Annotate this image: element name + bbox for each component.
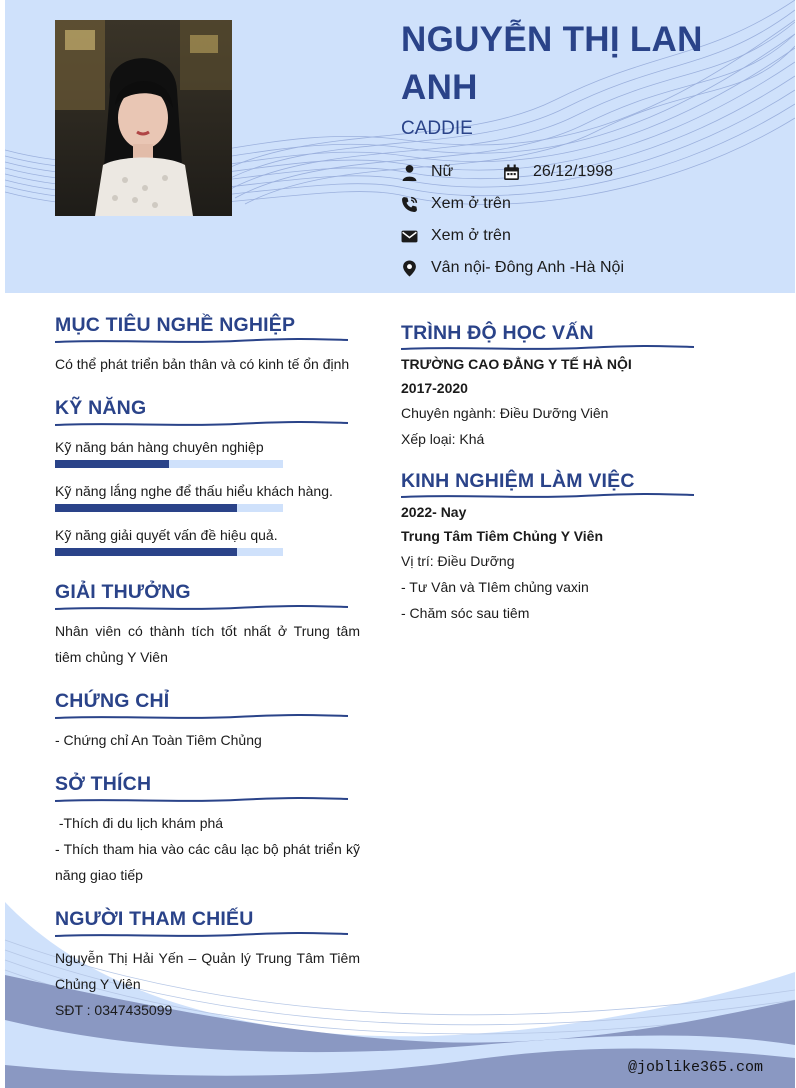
skill-bar	[55, 504, 283, 512]
calendar-icon	[503, 164, 520, 181]
candidate-name: NGUYỄN THỊ LAN ANH	[401, 20, 703, 107]
awards-title: GIẢI THƯỞNG	[55, 581, 191, 603]
phone-value: Xem ở trên	[431, 195, 511, 212]
education-school: TRƯỜNG CAO ĐẲNG Y TẾ HÀ NỘI	[401, 356, 632, 372]
address-value: Vân nội- Đông Anh -Hà Nội	[431, 259, 624, 276]
skills-title: KỸ NĂNG	[55, 397, 147, 419]
dob-row	[503, 163, 613, 181]
hobbies-underline	[55, 796, 350, 804]
experience-duty: - Chăm sóc sau tiêm	[401, 605, 530, 621]
map-pin-icon	[401, 260, 418, 277]
hobbies-line: -Thích đi du lịch khám phá	[55, 815, 224, 831]
skill-bar	[55, 460, 283, 468]
certificates-text: - Chứng chỉ An Toàn Tiêm Chủng	[55, 732, 262, 748]
skill-bar-fill	[55, 504, 237, 512]
skills-underline	[55, 420, 350, 428]
objective-underline	[55, 337, 350, 345]
education-title: TRÌNH ĐỘ HỌC VẤN	[401, 322, 594, 344]
gender-value: Nữ	[431, 163, 454, 180]
certificates-underline	[55, 713, 350, 721]
dob-value: 26/12/1998	[533, 163, 614, 180]
envelope-icon	[401, 228, 418, 245]
email-value: Xem ở trên	[431, 227, 511, 244]
user-icon	[401, 164, 418, 181]
phone-row	[401, 195, 511, 213]
skill-bar-fill	[55, 548, 237, 556]
references-phone: SĐT : 0347435099	[55, 1002, 173, 1018]
profile-photo	[55, 20, 232, 216]
experience-underline	[401, 492, 696, 500]
education-underline	[401, 344, 696, 352]
job-title: CADDIE	[401, 118, 473, 139]
skill-bar	[55, 548, 283, 556]
skill-bar-fill	[55, 460, 169, 468]
awards-underline	[55, 604, 350, 612]
hobbies-title: SỞ THÍCH	[55, 773, 152, 795]
certificates-title: CHỨNG CHỈ	[55, 690, 170, 712]
experience-period: 2022- Nay	[401, 504, 467, 520]
objective-text: Có thể phát triển bản thân và có kinh tế ổn định	[55, 356, 350, 372]
email-row	[401, 227, 511, 245]
education-years: 2017-2020	[401, 380, 468, 396]
skill-label: Kỹ năng giải quyết vấn đề hiệu quả.	[55, 527, 278, 543]
references-title: NGƯỜI THAM CHIẾU	[55, 908, 254, 930]
skill-label: Kỹ năng bán hàng chuyên nghiệp	[55, 439, 264, 455]
gender-row	[401, 163, 453, 181]
skill-label: Kỹ năng lắng nghe để thấu hiểu khách hàng.	[55, 483, 333, 499]
references-line: Nguyễn Thị Hải Yến – Quản lý Trung Tâm Tiêm Chủng Y Viên	[55, 950, 360, 992]
watermark: @joblike365.com	[628, 1059, 764, 1076]
address-row	[401, 259, 624, 277]
objective-title: MỤC TIÊU NGHỀ NGHIỆP	[55, 314, 296, 336]
experience-title: KINH NGHIỆM LÀM VIỆC	[401, 470, 635, 492]
experience-position: Vị trí: Điều Dưỡng	[401, 553, 515, 569]
references-underline	[55, 931, 350, 939]
education-major: Chuyên ngành: Điều Dưỡng Viên	[401, 405, 609, 421]
experience-company: Trung Tâm Tiêm Chủng Y Viên	[401, 528, 604, 544]
awards-text: Nhân viên có thành tích tốt nhất ở Trung tâm tiêm chủng Y Viên	[55, 623, 360, 665]
phone-icon	[401, 196, 418, 213]
experience-duty: - Tư Vân và TIêm chủng vaxin	[401, 579, 589, 595]
education-grade: Xếp loại: Khá	[401, 431, 485, 447]
hobbies-line: - Thích tham hia vào các câu lạc bộ phát triển kỹ năng giao tiếp	[55, 841, 360, 883]
